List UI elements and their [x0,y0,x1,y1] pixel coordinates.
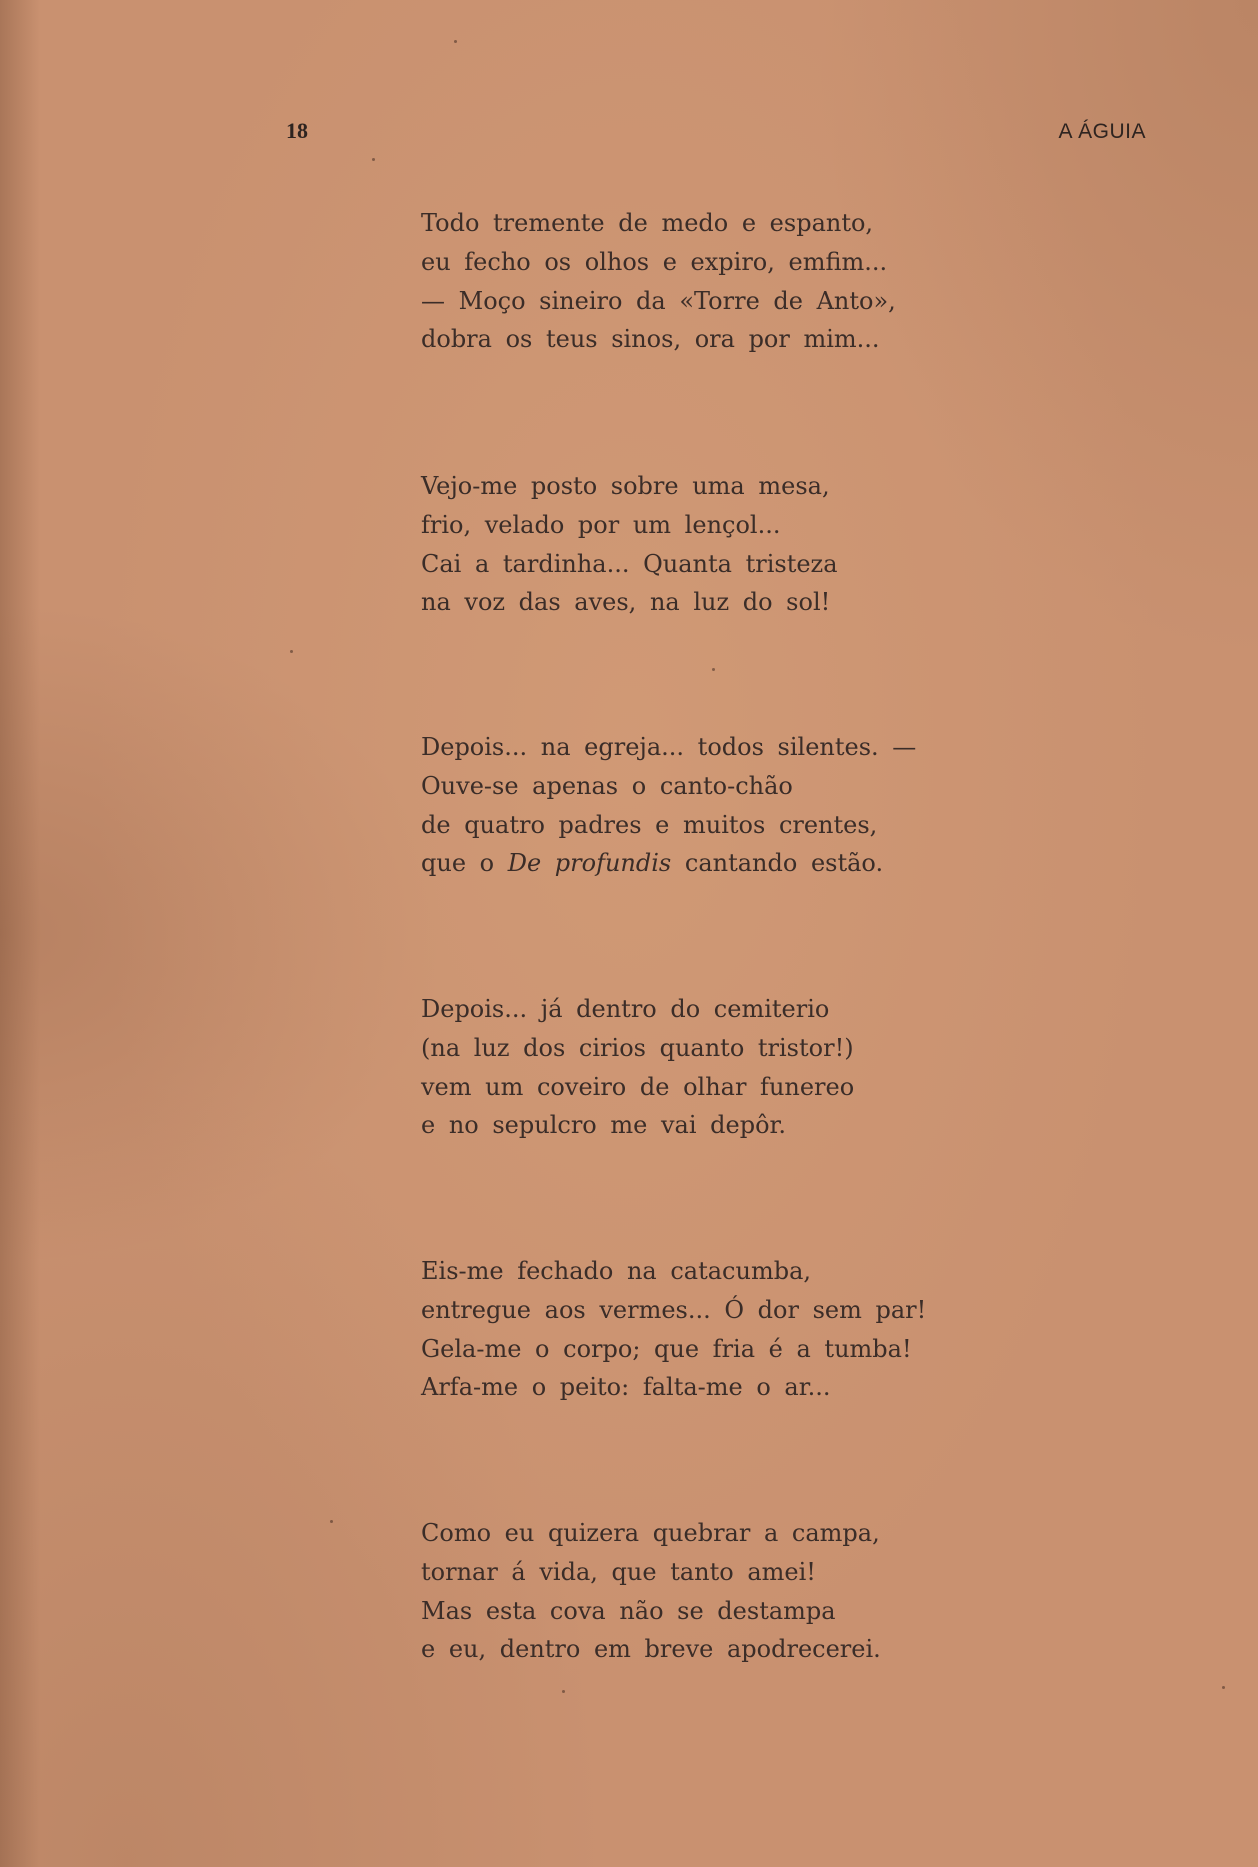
poem-line: (na luz dos cirios quanto tristor!) [421,1033,854,1062]
poem-line: de quatro padres e muitos crentes, [421,810,878,839]
paper-speck [712,668,715,671]
poem-line: na voz das aves, na luz do sol! [421,588,831,617]
poem-line: entregue aos vermes... Ó dor sem par! [421,1295,927,1324]
stanza [421,728,1021,883]
stanza [421,1514,1021,1669]
poem-line: Cai a tardinha... Quanta tristeza [421,549,838,578]
poem-line: frio, velado por um lençol... [421,510,781,539]
poem-line: Depois... já dentro do cemiterio [421,995,830,1023]
poem-line: eu fecho os olhos e expiro, emfim... [421,247,888,276]
poem-line: Ouve-se apenas o canto-chão [421,771,793,800]
poem-line: e no sepulcro me vai depôr. [421,1111,786,1140]
poem-line: dobra os teus sinos, ora por mim... [421,325,880,354]
paper-speck [562,1690,565,1693]
page-edge-shadow [0,0,40,1867]
poem-line: vem um coveiro de olhar funereo [421,1072,855,1101]
poem-line: Gela-me o corpo; que fria é a tumba! [421,1334,912,1363]
running-title: A ÁGUIA [1058,120,1146,143]
poem-line-part: que o [421,849,508,878]
paper-speck [1222,1686,1225,1689]
poem-line-part: cantando estão. [671,849,884,878]
poem-line: e eu, dentro em breve apodrecerei. [421,1635,881,1664]
stanza [421,204,1021,359]
paper-speck [372,158,375,161]
stanza [421,1252,1021,1407]
paper-speck [330,1520,333,1523]
poem-line: Mas esta cova não se destampa [421,1596,836,1625]
paper-speck [290,650,293,653]
page-number: 18 [286,118,308,143]
poem-line: Eis-me fechado na catacumba, [421,1257,811,1285]
poem-line: Como eu quizera quebrar a campa, [421,1519,880,1547]
poem-line: Todo tremente de medo e espanto, [421,209,874,237]
poem-line: Arfa-me o peito: falta-me o ar... [421,1373,831,1402]
paper-speck [454,40,457,43]
page-header [286,118,1146,148]
stanza [421,990,1021,1145]
poem-line: Depois... na egreja... todos silentes. — [421,733,917,761]
poem-line: Vejo-me posto sobre uma mesa, [421,472,830,500]
italic-latin-phrase: De profundis [507,849,672,878]
poem-line: tornar á vida, que tanto amei! [421,1557,816,1586]
poem-line: — Moço sineiro da «Torre de Anto», [421,286,896,315]
poem-line-with-italic [421,844,1021,883]
stanza [421,467,1021,622]
